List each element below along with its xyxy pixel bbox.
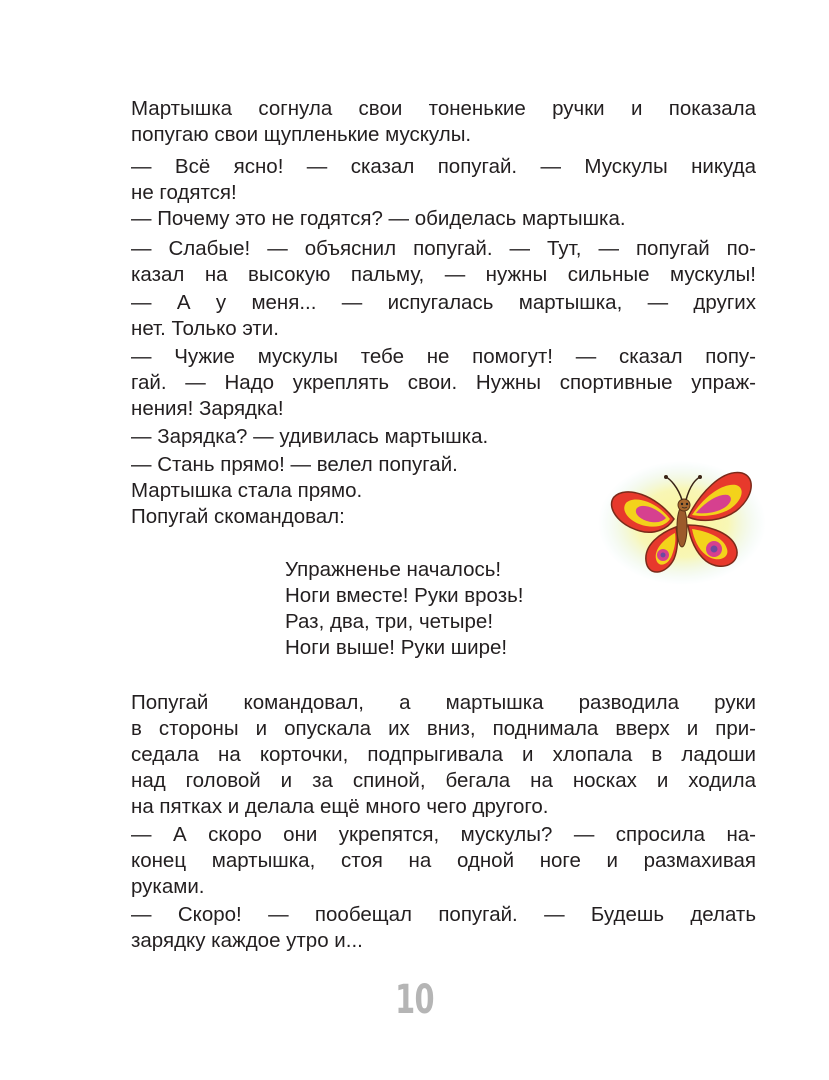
text-line: над головой и за спиной, бегала на носках и ходила (131, 769, 756, 792)
text-line: — Почему это не годятся? — обиделась мартышка. (131, 207, 626, 230)
text-line: — А у меня... — испугалась мартышка, — других (131, 291, 756, 314)
text-line: — Скоро! — пообещал попугай. — Будешь делать (131, 903, 756, 926)
text-line: попугаю свои щупленькие мускулы. (131, 123, 472, 146)
text-line: Мартышка согнула свои тоненькие ручки и показала (131, 97, 756, 120)
butterfly-icon (596, 455, 766, 590)
text-line: нения! Зарядка! (131, 397, 284, 420)
text-line: руками. (131, 875, 205, 898)
text-line: Попугай командовал, а мартышка разводила руки (131, 691, 756, 714)
text-line: конец мартышка, стоя на одной ноге и размахивая (131, 849, 756, 872)
text-line: на пятках и делала ещё много чего другого. (131, 795, 549, 818)
text-line: Попугай скомандовал: (131, 505, 345, 528)
text-line: не годятся! (131, 181, 237, 204)
text-line: нет. Только эти. (131, 317, 279, 340)
verse-line: Ноги вместе! Руки врозь! (285, 584, 524, 607)
text-line: зарядку каждое утро и... (131, 929, 363, 952)
verse-line: Ноги выше! Руки шире! (285, 636, 508, 659)
text-line: — Слабые! — объяснил попугай. — Тут, — попугай по- (131, 237, 756, 260)
text-line: — Всё ясно! — сказал попугай. — Мускулы никуда (131, 155, 756, 178)
text-line: — Чужие мускулы тебе не помогут! — сказал попу- (131, 345, 756, 368)
text-line: — Зарядка? — удивилась мартышка. (131, 425, 489, 448)
page-number: 10 (395, 977, 434, 1023)
verse-line: Упражненье началось! (285, 558, 502, 581)
text-line: седала на корточки, подпрыгивала и хлопала в ладоши (131, 743, 756, 766)
text-line: казал на высокую пальму, — нужны сильные мускулы! (131, 263, 756, 286)
text-line: гай. — Надо укреплять свои. Нужны спортивные упраж- (131, 371, 756, 394)
text-line: в стороны и опускала их вниз, поднимала вверх и при- (131, 717, 756, 740)
text-line: — Стань прямо! — велел попугай. (131, 453, 458, 476)
text-line: — А скоро они укрепятся, мускулы? — спросила на- (131, 823, 756, 846)
text-line: Мартышка стала прямо. (131, 479, 363, 502)
verse-line: Раз, два, три, четыре! (285, 610, 494, 633)
